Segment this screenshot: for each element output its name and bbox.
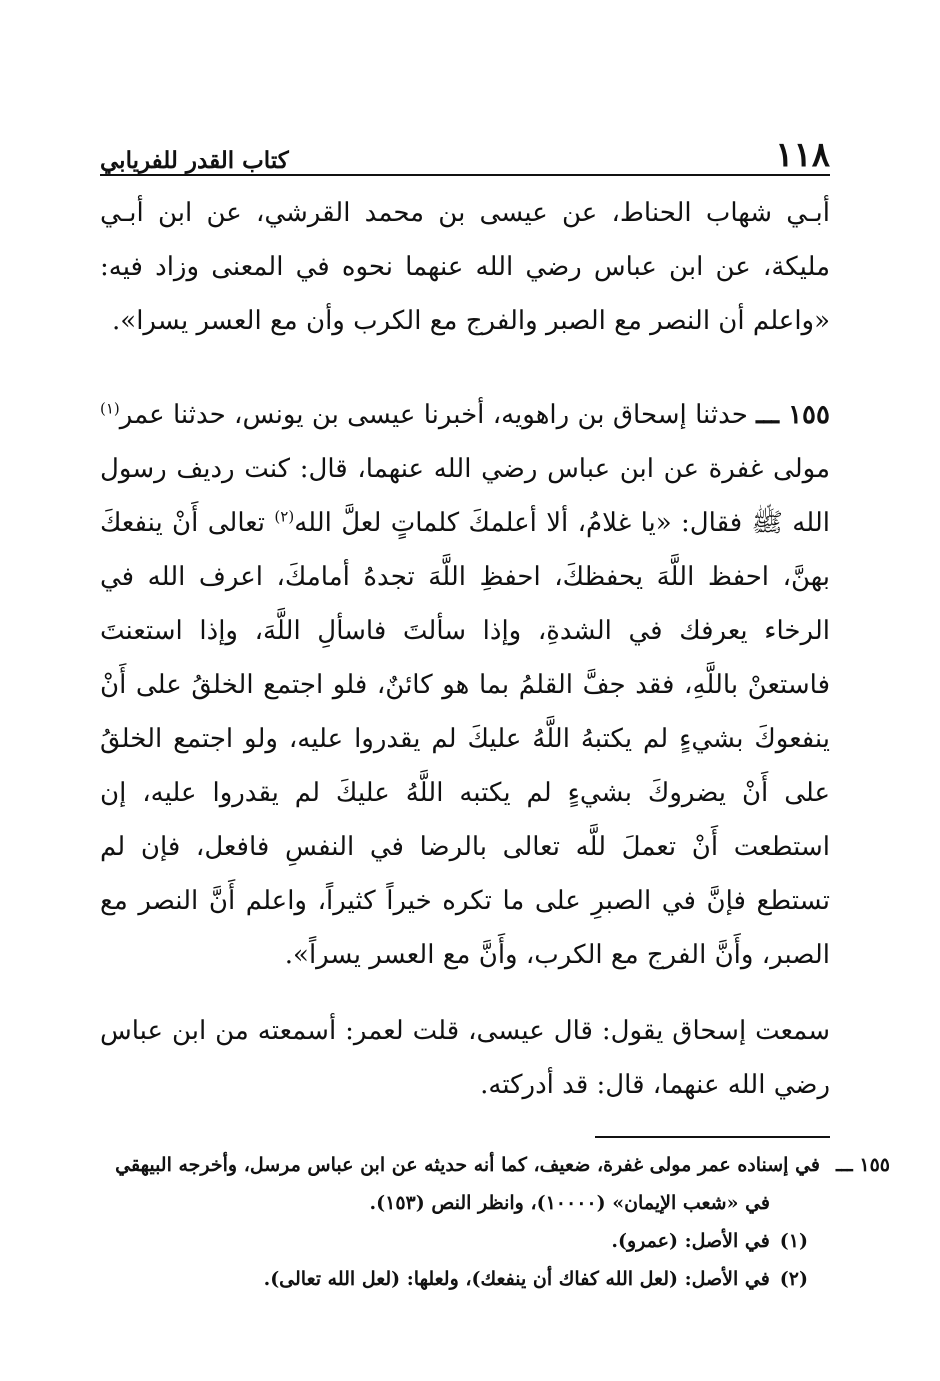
footnotes-section [100, 1146, 890, 1298]
footnote-2 [100, 1260, 830, 1298]
page-header [100, 128, 830, 176]
footnote-2-text: في الأصل: (لعل الله كفاك أن ينفعك)، ولعلها: (لعل الله تعالى). [263, 1268, 770, 1290]
page-number: ١١٨ [775, 135, 830, 175]
narrator-comment-paragraph: سمعت إسحاق يقول: قال عيسى، قلت لعمر: أسمعته من ابن عباس رضي الله عنهما، قال: قد أدركته. [100, 1016, 830, 1100]
footnote-1-text: في الأصل: (عمرو). [611, 1230, 770, 1252]
hadith-text-part-3: تعالى أَنْ ينفعكَ بهنَّ، احفظ اللَّهَ يحفظكَ، احفظِ اللَّهَ تجدهُ أمامكَ، اعرف الله في الرخاء يعرفك في الشدةِ، وإذا سألتَ فاسألِ اللَّهَ، وإذا استعنتَ فاستعنْ باللَّهِ، فقد جفَّ القلمُ بما هو كائنٌ، فلو اجتمع الخلقُ على أَنْ ينفعوكَ بشيءٍ لم يكتبهُ اللَّهُ عليكَ لم يقدروا عليه، ولو اجتمع الخلقُ على أَنْ يضروكَ بشيءٍ لم يكتبه اللَّهُ عليكَ لم يقدروا عليه، إن استطعت أَنْ تعملَ للَّه تعالى بالرضا في النفسِ فافعل، فإن لم تستطع فإنَّ في الصبرِ على ما تكره خيراً كثيراً، واعلم أَنَّ النصر مع الصبر، وأَنَّ الفرج مع الكرب، وأَنَّ مع العسر يسراً». [100, 508, 830, 970]
footnote-2-mark: (٢) [779, 1268, 808, 1290]
hadith-text-part-2: مولى غفرة عن ابن عباس رضي الله عنهما، قال: كنت رديف رسول الله ﷺ فقال: «يا غلامُ، ألا أعلمكَ كلماتٍ لعلَّ الله [100, 454, 830, 538]
paragraph-continued: أبـي شهاب الحناط، عن عيسى بن محمد القرشي، عن ابن أبـي مليكة، عن ابن عباس رضي الله عنهما نحوه في المعنى وزاد فيه: «واعلم أن النصر مع الصبر والفرج مع الكرب وأن مع العسر يسرا». [100, 198, 830, 336]
book-page [100, 128, 890, 1298]
hadith-number: ١٥٥ ـــ [756, 400, 830, 430]
hadith-155-paragraph [100, 388, 830, 982]
footnote-ref-1: (١) [100, 399, 120, 418]
footnote-ref-2: (٢) [274, 507, 295, 526]
footnote-1-mark: (١) [779, 1230, 808, 1252]
running-title: كتاب القدر للفريابي [100, 147, 289, 174]
footnote-1 [100, 1222, 830, 1260]
footnote-separator [595, 1136, 830, 1138]
footnote-hadith-155: ١٥٥ ـــفي إسناده عمر مولى غفرة، ضعيف، كما أنه حديثه عن ابن عباس مرسل، وأخرجه البيهقي في «شعب الإيمان» (١٠٠٠٠)، وانظر النص (١٥٣). [115, 1154, 890, 1214]
hadith-text-part-1: حدثنا إسحاق بن راهويه، أخبرنا عيسى بن يونس، حدثنا عمر [119, 400, 748, 430]
footnote-hadith-text: في إسناده عمر مولى غفرة، ضعيف، كما أنه حديثه عن ابن عباس مرسل، وأخرجه البيهقي في «شعب الإيمان» (١٠٠٠٠)، وانظر النص (١٥٣). [115, 1154, 820, 1214]
